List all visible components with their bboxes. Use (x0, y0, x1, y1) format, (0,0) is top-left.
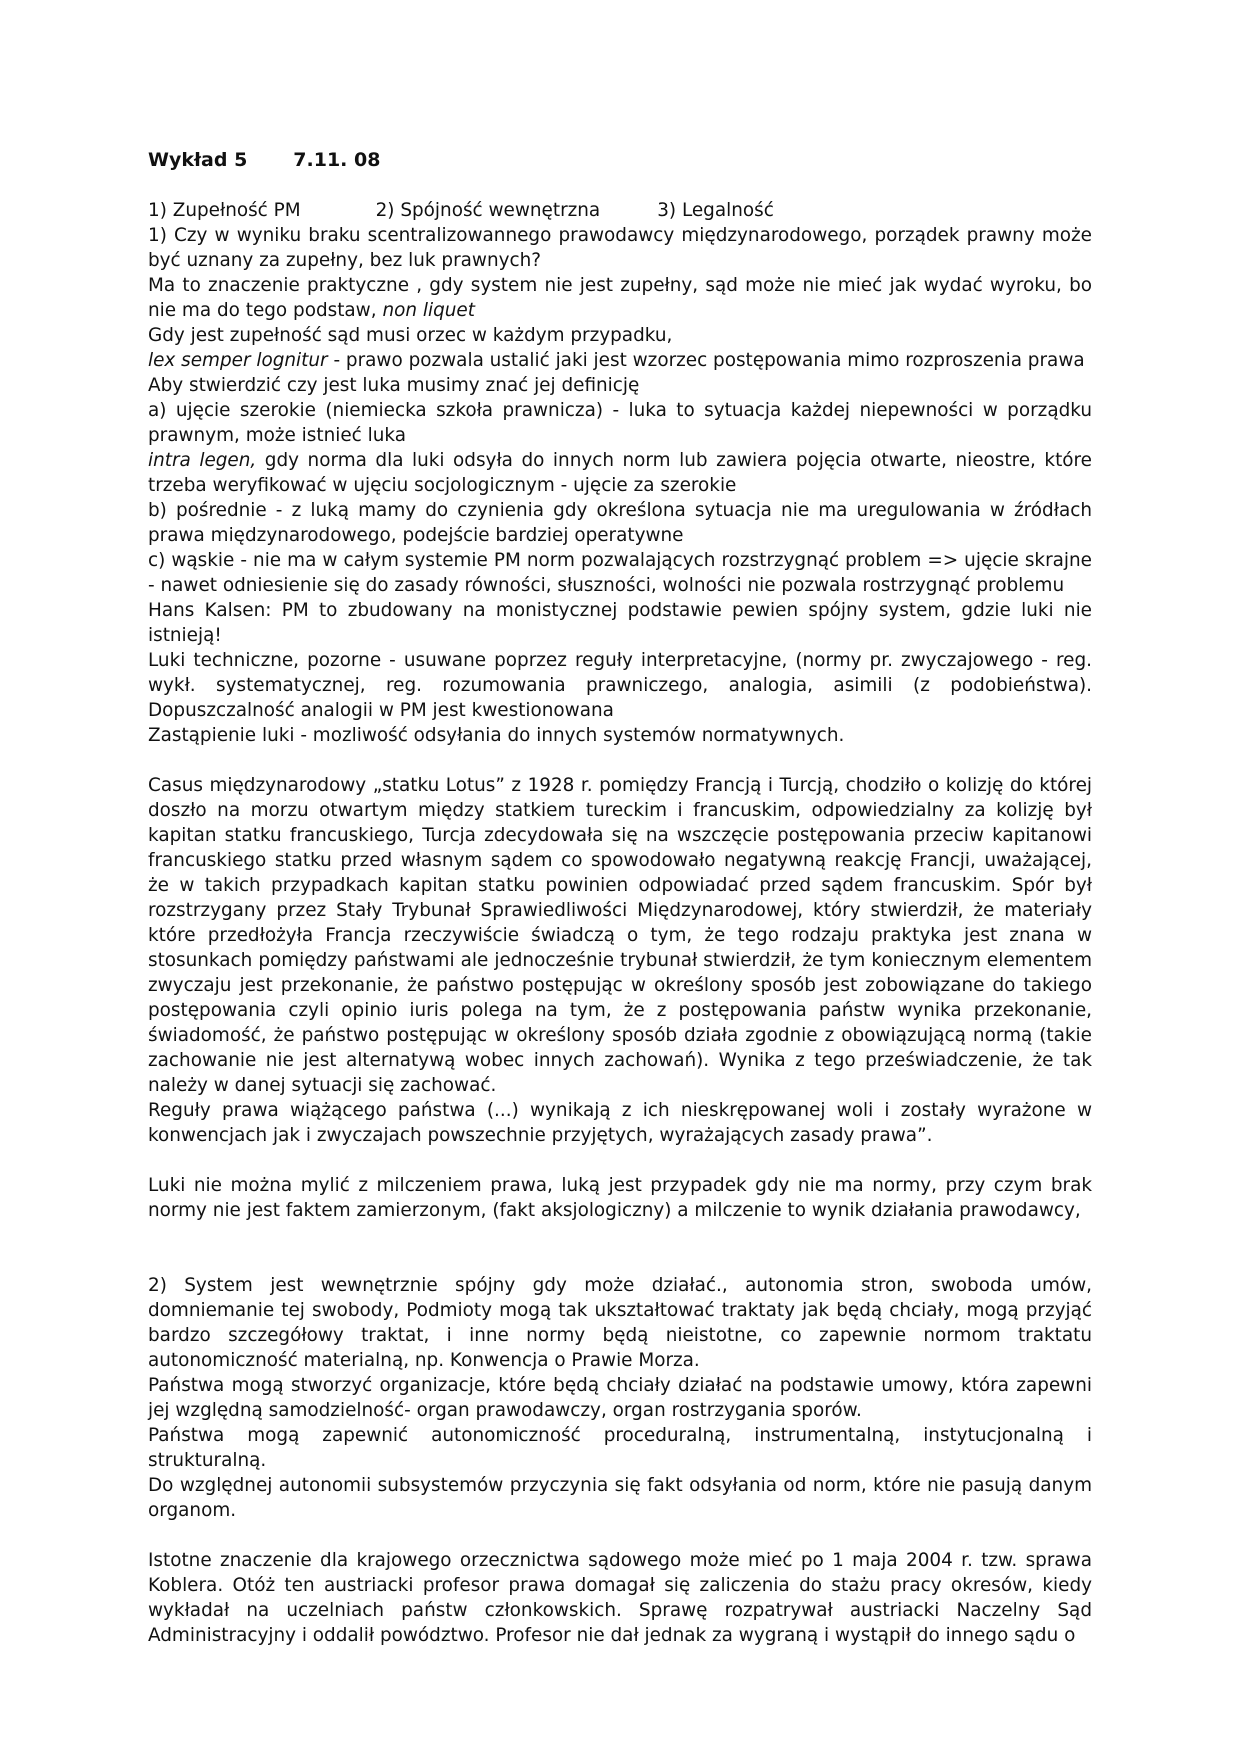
paragraph-practical (148, 273, 1092, 323)
intra-text: gdy norma dla luki odsyła do innych norm lub zawiera pojęcia otwarte, nieostre, które trzeba weryfikować w ujęciu socjologicznym - ujęcie za szerokie (148, 450, 1092, 496)
paragraph-kelsen: Hans Kalsen: PM to zbudowany na monistycznej podstawie pewien spójny system, gdzie luki nie istnieją! (148, 600, 1092, 646)
paragraph-technical: Luki techniczne, pozorne - usuwane poprzez reguły interpretacyjne, (normy pr. zwyczajowego - reg. wykł. systematycznej, reg. rozumowania prawniczego, analogia, asimili (z podobieństwa). Dopuszczalność analogii w PM jest kwestionowana (148, 650, 1092, 721)
spacer (148, 748, 1092, 773)
spacer (148, 1148, 1092, 1173)
paragraph-lotus-case: Casus międzynarodowy „statku Lotus” z 1928 r. pomiędzy Francją i Turcją, chodziło o kolizję do której doszło na morzu otwartym między statkiem tureckim i francuskim, odpowiedzialny za kolizję był kapitan statku francuskiego, Turcja zdecydowała się na wszczęcie postępowania przeciw kapitanowi francuskiego statku przed własnym sądem co spowodowało negatywną reakcję Francji, uważającej, że w takich przypadkach kapitan statku powinien odpowiadać przed sądem francuskim. Spór był rozstrzygany przez Stały Trybunał Sprawiedliwości Międzynarodowej, który stwierdził, że materiały które przedłożyła Francja rzeczywiście świadczą o tym, że tego rodzaju praktyka jest znana w stosunkach pomiędzy państwami ale jednocześnie trybunał stwierdził, że tym koniecznym elementem zwyczaju jest przekonanie, że państwo postępując w określony sposób jest zobowiązane do takiego postępowania czyli opinio iuris polega na tym, że z postępowania państw wynika przekonanie, świadomość, że państwo postępując w określony sposób działa zgodnie z obowiązującą normą (takie zachowanie nie jest alternatywą wobec innych zachowań). Wynika z tego przeświadczenie, że tak należy w danej sytuacji się zachować. (148, 775, 1092, 1096)
topic-completeness: 1) Zupełność PM (148, 200, 301, 221)
paragraph-indirect: b) pośrednie - z luką mamy do czynienia gdy określona sytuacja nie ma uregulowania w źródłach prawa międzynarodowego, podejście bardziej operatywne (148, 500, 1092, 546)
paragraph-court: Gdy jest zupełność sąd musi orzec w każdym przypadku, (148, 325, 673, 346)
paragraph-definition: Aby stwierdzić czy jest luka musimy znać jej definicję (148, 375, 640, 396)
paragraph-kobler: Istotne znaczenie dla krajowego orzecznictwa sądowego może mieć po 1 maja 2004 r. tzw. sprawa Koblera. Otóż ten austriacki profesor prawa domagał się zaliczenia do stażu pracy okresów, kiedy wykładał na uczelniach państw członkowskich. Sprawę rozpatrywał austriacki Naczelny Sąd Administracyjny i oddalił powództwo. Profesor nie dał jednak za wygraną i wystąpił do innego sądu o (148, 1550, 1092, 1646)
paragraph-question: 1) Czy w wyniku braku scentralizowannego prawodawcy międzynarodowego, porządek prawny może być uznany za zupełny, bez luk prawnych? (148, 225, 1092, 271)
paragraph-intra (148, 448, 1092, 498)
spacer (148, 1223, 1092, 1273)
topic-coherence: 2) Spójność wewnętrzna (375, 200, 601, 221)
spacer (148, 1523, 1092, 1548)
lecture-title: Wykład 5 (148, 149, 248, 171)
topic-legality: 3) Legalność (657, 200, 774, 221)
paragraph-system: 2) System jest wewnętrznie spójny gdy może działać., autonomia stron, swoboda umów, domniemanie tej swobody, Podmioty mogą tak ukształtować traktaty jak będą chciały, mogą przyjąć bardzo szczegółowy traktat, i inne normy będą nieistotne, co zapewnie normom traktatu autonomiczność materialną, np. Konwencja o Prawie Morza. (148, 1275, 1092, 1371)
document-page (148, 148, 1092, 1648)
non-liquet-term: non liquet (382, 300, 475, 321)
paragraph-relative: Do względnej autonomii subsystemów przyczynia się fakt odsyłania od norm, które nie pasują danym organom. (148, 1475, 1092, 1521)
intra-term: intra legen, (148, 450, 257, 471)
paragraph-organizations: Państwa mogą stworzyć organizacje, które będą chciały działać na podstawie umowy, która zapewni jej względną samodzielność- organ prawodawczy, organ rostrzygania sporów. (148, 1375, 1092, 1421)
lex-text: - prawo pozwala ustalić jaki jest wzorzec postępowania mimo rozproszenia prawa (327, 350, 1085, 371)
practical-text: Ma to znaczenie praktyczne , gdy system nie jest zupełny, sąd może nie mieć jak wydać wyroku, bo nie ma do tego podstaw, (148, 275, 1092, 321)
lex-term: lex semper lognitur (148, 350, 328, 371)
paragraph-autonomy: Państwa mogą zapewnić autonomiczność proceduralną, instrumentalną, instytucjonalną i strukturalną. (148, 1425, 1092, 1471)
paragraph-narrow: c) wąskie - nie ma w całym systemie PM norm pozwalających rozstrzygnąć problem => ujęcie skrajne - nawet odniesienie się do zasady równości, słuszności, wolności nie pozwala rostrzygnąć problemu (148, 550, 1092, 596)
lecture-heading (148, 148, 1092, 173)
paragraph-broad: a) ujęcie szerokie (niemiecka szkoła prawnicza) - luka to sytuacja każdej niepewności w porządku prawnym, może istnieć luka (148, 400, 1092, 446)
paragraph-silence: Luki nie można mylić z milczeniem prawa, luką jest przypadek gdy nie ma normy, przy czym brak normy nie jest faktem zamierzonym, (fakt aksjologiczny) a milczenie to wynik działania prawodawcy, (148, 1175, 1092, 1221)
paragraph-lex (148, 348, 1092, 373)
topics-line (148, 198, 1092, 223)
paragraph-replacement: Zastąpienie luki - mozliwość odsyłania do innych systemów normatywnych. (148, 725, 845, 746)
lecture-date: 7.11. 08 (293, 149, 381, 171)
paragraph-lotus-rules: Reguły prawa wiążącego państwa (...) wynikają z ich nieskrępowanej woli i zostały wyrażone w konwencjach jak i zwyczajach powszechnie przyjętych, wyrażających zasady prawa”. (148, 1100, 1092, 1146)
